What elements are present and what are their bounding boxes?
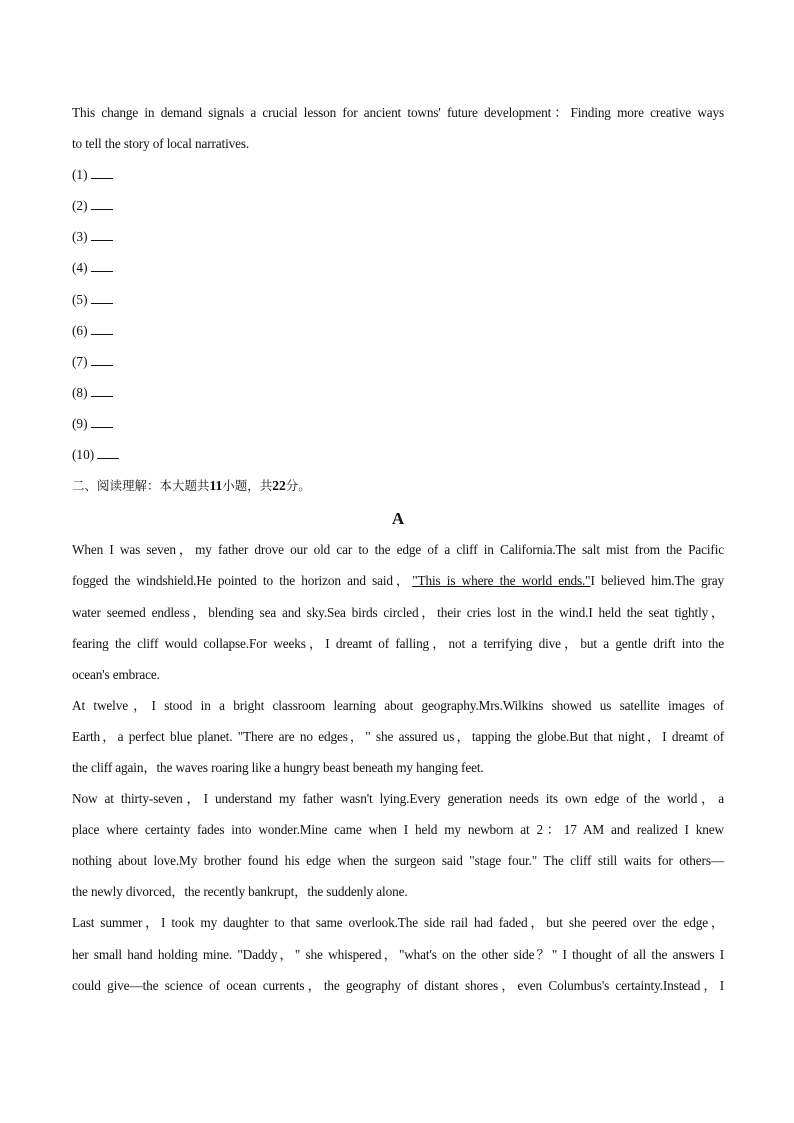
answer-blank[interactable] [91,261,113,272]
question-count: 11 [209,478,223,494]
passage-line: the newly divorced，the recently bankrupt，the suddenly alone. [72,884,408,900]
passage-line: fearing the cliff would collapse.For weeks，I dreamt of falling，not a terrifying dive，but a gentle drift into the [72,635,724,651]
blank-item[interactable] [72,346,724,377]
passage-line: nothing about love.My brother found his edge when the surgeon said "stage four." The cliff still waits for others— [72,853,724,869]
blank-label: (6) [72,322,88,338]
passage-line: At twelve，I stood in a bright classroom learning about geography.Mrs.Wilkins showed us satellite images of [72,697,724,713]
underlined-quote: "This is where the world ends." [412,573,591,589]
blank-label: (5) [72,291,88,307]
passage-line: could give—the science of ocean currents，the geography of distant shores，even Columbus's certainty.Instead，I [72,977,724,993]
blank-item[interactable] [72,439,724,470]
passage-text: fogged the windshield.He pointed to the horizon and said， [72,573,413,589]
blank-label: (7) [72,353,88,369]
blank-label: (4) [72,260,88,276]
passage-line: ocean's embrace. [72,666,160,682]
blank-label: (1) [72,167,88,183]
blank-item[interactable] [72,377,724,408]
blank-label: (2) [72,198,88,214]
passage-line: Now at thirty-seven，I understand my father wasn't lying.Every generation needs its own edge of the world，a [72,791,724,807]
passage-line: Last summer，I took my daughter to that same overlook.The side rail had faded，but she peered over the edge， [72,915,724,931]
passage-line: place where certainty fades into wonder.Mine came when I held my newborn at 2：17 AM and realized I knew [72,822,724,838]
answer-blank[interactable] [91,355,113,366]
section-prefix: 二、阅读理解：本大题共 [72,478,210,494]
passage-line: the cliff again，the waves roaring like a hungry beast beneath my hanging feet. [72,759,484,775]
passage-line [72,565,724,596]
blank-item[interactable] [72,190,724,221]
blank-item[interactable] [72,408,724,439]
answer-blank[interactable] [91,386,113,397]
blank-label: (3) [72,229,88,245]
passage-body [72,534,724,1000]
answer-blank[interactable] [91,199,113,210]
passage-line: water seemed endless，blending sea and sky.Sea birds circled，their cries lost in the wind.I held the seat tightly， [72,604,724,620]
intro-line-1: This change in demand signals a crucial lesson for ancient towns' future development：Finding more creative ways [72,105,724,120]
passage-line: Earth，a perfect blue planet. "There are no edges，" she assured us，tapping the globe.But that night，I dreamt of [72,728,724,744]
passage-title: A [391,509,405,529]
blank-list [72,159,724,470]
answer-blank[interactable] [97,448,119,459]
section-heading [72,470,724,501]
passage-line: her small hand holding mine. "Daddy，" she whispered，"what's on the other side？" I thought of all the answers I [72,946,724,962]
blank-item[interactable] [72,252,724,283]
blank-item[interactable] [72,159,724,190]
answer-blank[interactable] [91,230,113,241]
blank-item[interactable] [72,284,724,315]
blank-label: (10) [72,447,95,463]
section-suffix: 分。 [285,478,311,494]
passage-text: I believed him.The gray [590,573,724,589]
passage-line: When I was seven，my father drove our old car to the edge of a cliff in California.The salt mist from the Pacific [72,542,724,558]
blank-item[interactable] [72,315,724,346]
intro-line-2: to tell the story of local narratives. [72,136,250,152]
document-page [72,97,724,1001]
section-middle: 小题，共 [222,478,273,494]
answer-blank[interactable] [91,417,113,428]
answer-blank[interactable] [91,168,113,179]
blank-label: (8) [72,384,88,400]
answer-blank[interactable] [91,293,113,304]
answer-blank[interactable] [91,324,113,335]
blank-item[interactable] [72,221,724,252]
total-score: 22 [272,478,286,494]
blank-label: (9) [72,415,88,431]
